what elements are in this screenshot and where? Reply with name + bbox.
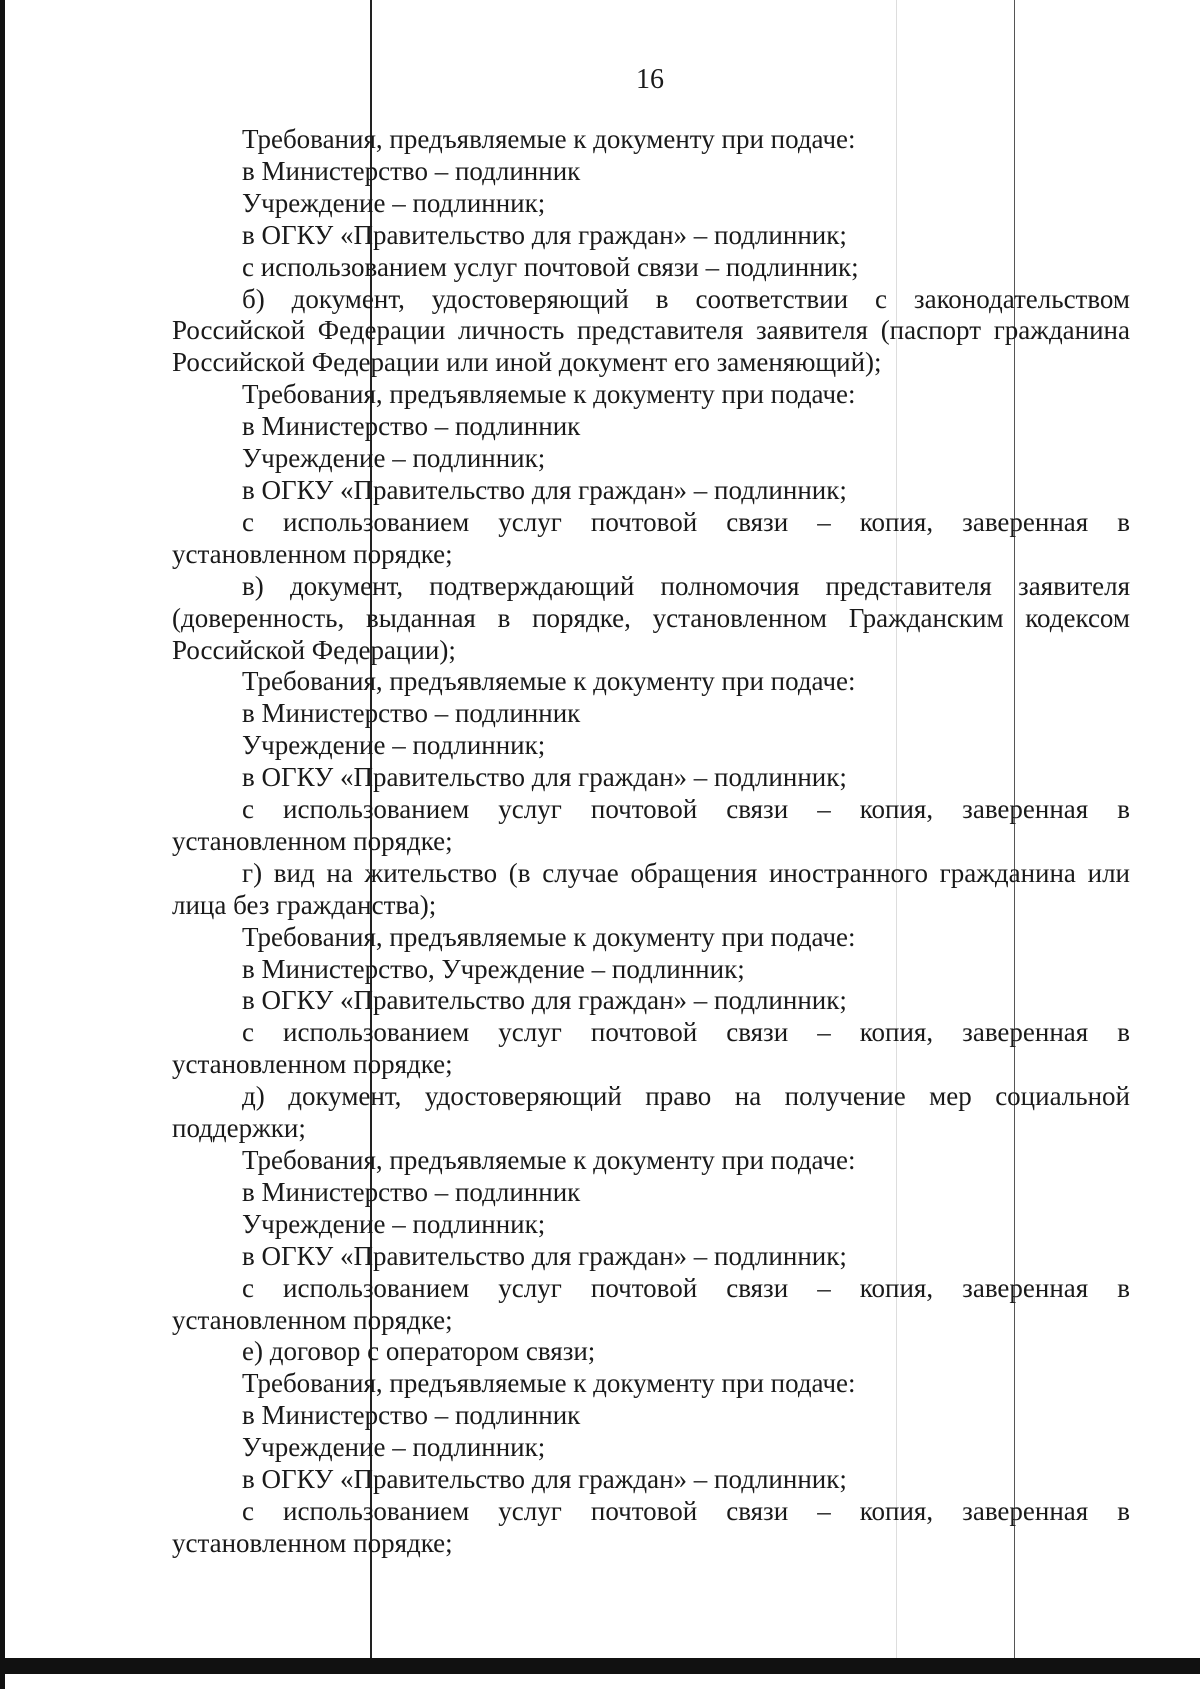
paragraph: Учреждение – подлинник; bbox=[242, 730, 546, 761]
scan-left-edge bbox=[0, 0, 5, 1689]
paragraph: г) вид на жительство (в случае обращения иностранного гражданина или лица без гражданства); bbox=[172, 857, 1130, 920]
paragraph: в ОГКУ «Правительство для граждан» – подлинник; bbox=[242, 985, 847, 1016]
paragraph: в ОГКУ «Правительство для граждан» – подлинник; bbox=[242, 474, 847, 505]
paragraph: в Министерство – подлинник bbox=[242, 698, 581, 729]
paragraph: в ОГКУ «Правительство для граждан» – подлинник; bbox=[242, 762, 847, 793]
paragraph: с использованием услуг почтовой связи – подлинник; bbox=[242, 251, 859, 282]
paragraph: Требования, предъявляемые к документу при подаче: bbox=[242, 379, 856, 410]
paragraph: Учреждение – подлинник; bbox=[242, 187, 546, 218]
paragraph: Учреждение – подлинник; bbox=[242, 1432, 546, 1463]
paragraph: с использованием услуг почтовой связи – копия, заверенная в установленном порядке; bbox=[172, 506, 1130, 569]
paragraph: в Министерство, Учреждение – подлинник; bbox=[242, 953, 745, 984]
paragraph: Учреждение – подлинник; bbox=[242, 1208, 546, 1239]
paragraph: Требования, предъявляемые к документу при подаче: bbox=[242, 921, 856, 952]
paragraph: в Министерство – подлинник bbox=[242, 1400, 581, 1431]
paragraph: Требования, предъявляемые к документу при подаче: bbox=[242, 1368, 856, 1399]
paragraph: в Министерство – подлинник bbox=[242, 411, 581, 442]
paragraph: б) документ, удостоверяющий в соответствии с законодательством Российской Федерации личность представителя заявителя (паспорт гражданина Российской Федерации или иной документ его заменяющий); bbox=[172, 283, 1130, 378]
paragraph: Учреждение – подлинник; bbox=[242, 443, 546, 474]
document-body bbox=[172, 124, 1130, 1560]
paragraph: с использованием услуг почтовой связи – копия, заверенная в установленном порядке; bbox=[172, 1495, 1130, 1558]
paragraph: Требования, предъявляемые к документу при подаче: bbox=[242, 124, 856, 154]
page-number: 16 bbox=[636, 64, 664, 95]
paragraph: в Министерство – подлинник bbox=[242, 1176, 581, 1207]
paragraph: с использованием услуг почтовой связи – копия, заверенная в установленном порядке; bbox=[172, 794, 1130, 856]
paragraph: Требования, предъявляемые к документу при подаче: bbox=[242, 666, 856, 697]
paragraph: в ОГКУ «Правительство для граждан» – подлинник; bbox=[242, 219, 847, 250]
paragraph: в ОГКУ «Правительство для граждан» – подлинник; bbox=[242, 1464, 847, 1495]
paragraph: е) договор с оператором связи; bbox=[242, 1336, 596, 1367]
paragraph: в Министерство – подлинник bbox=[242, 155, 581, 186]
paragraph: с использованием услуг почтовой связи – копия, заверенная в установленном порядке; bbox=[172, 1272, 1130, 1335]
paragraph: в ОГКУ «Правительство для граждан» – подлинник; bbox=[242, 1240, 847, 1271]
paragraph: д) документ, удостоверяющий право на получение мер социальной поддержки; bbox=[172, 1081, 1130, 1144]
paragraph: с использованием услуг почтовой связи – копия, заверенная в установленном порядке; bbox=[172, 1017, 1130, 1080]
paragraph: в) документ, подтверждающий полномочия представителя заявителя (доверенность, выданная в порядке, установленном Гражданским кодексом Российской Федерации); bbox=[172, 570, 1130, 665]
scan-bottom-edge bbox=[0, 1658, 1200, 1674]
paragraph: Требования, предъявляемые к документу при подаче: bbox=[242, 1145, 856, 1175]
